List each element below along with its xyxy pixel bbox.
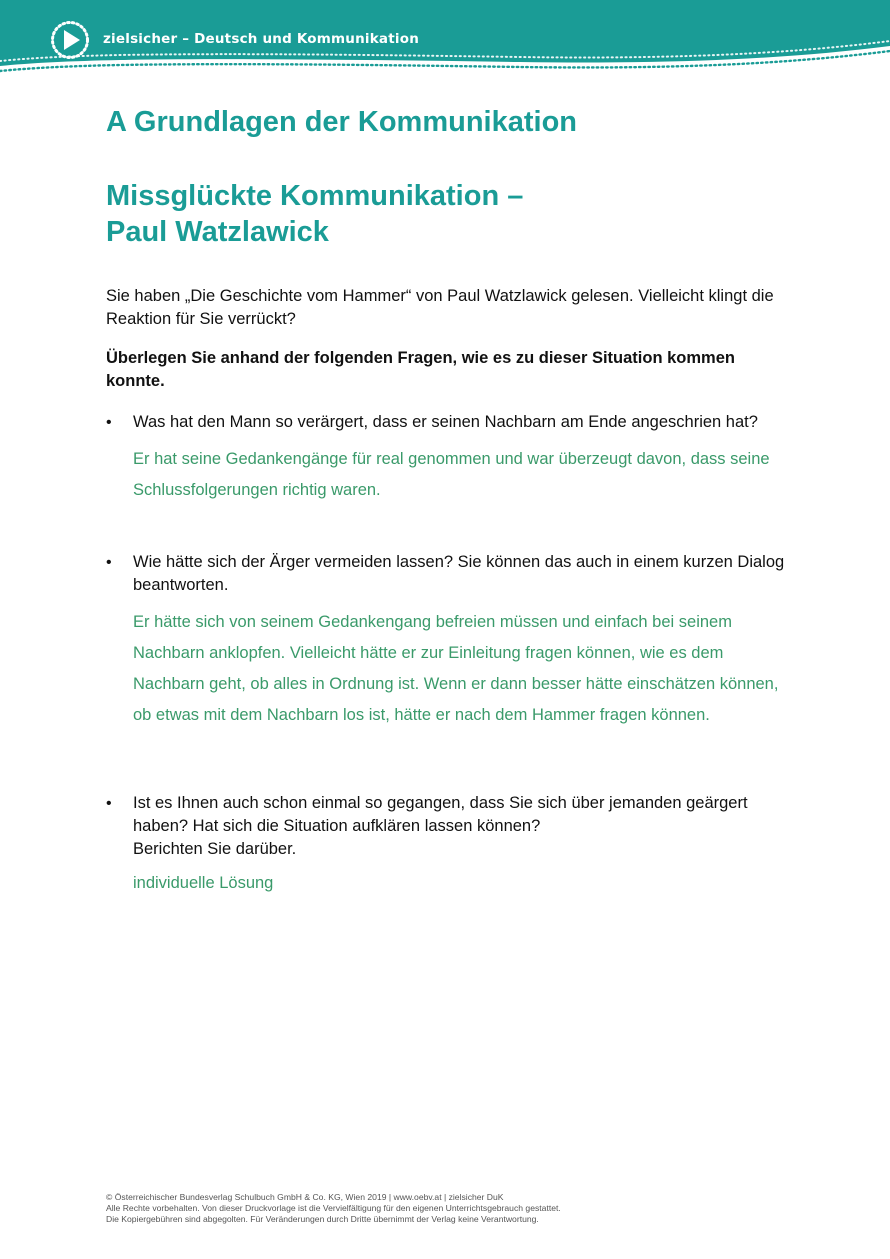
question-text bbox=[133, 792, 793, 861]
answer-text: individuelle Lösung bbox=[133, 874, 274, 892]
answer-text: Er hat seine Gedankengänge für real genommen und war überzeugt davon, dass seine Schlussfolgerungen richtig waren. bbox=[133, 450, 770, 499]
question-item bbox=[106, 551, 796, 731]
copyright-footer bbox=[106, 1192, 806, 1225]
footer-line1: © Österreichischer Bundesverlag Schulbuch GmbH & Co. KG, Wien 2019 | www.oebv.at | zielsicher DuK bbox=[106, 1192, 504, 1202]
play-icon bbox=[50, 20, 90, 60]
question-item bbox=[106, 411, 796, 506]
bullet: • bbox=[106, 554, 112, 571]
question-text: Was hat den Mann so verärgert, dass er seinen Nachbarn am Ende angeschrien hat? bbox=[133, 413, 758, 431]
header-band bbox=[0, 0, 890, 80]
brand-label: zielsicher – Deutsch und Kommunikation bbox=[103, 31, 420, 47]
footer-line2: Alle Rechte vorbehalten. Von dieser Druckvorlage ist die Vervielfältigung für den eigenen Unterrichtsgebrauch gestattet. bbox=[106, 1203, 561, 1213]
question-text-line1: Ist es Ihnen auch schon einmal so gegangen, dass Sie sich über jemanden geärgert haben? Hat sich die Situation aufklären lassen können? bbox=[133, 794, 748, 835]
bullet: • bbox=[106, 795, 112, 812]
page-title bbox=[106, 178, 523, 250]
task-instruction: Überlegen Sie anhand der folgenden Fragen, wie es zu dieser Situation kommen konnte. bbox=[106, 349, 735, 390]
question-item bbox=[106, 792, 796, 899]
page-title-line2: Paul Watzlawick bbox=[106, 216, 329, 248]
page-title-line1: Missglückte Kommunikation – bbox=[106, 180, 524, 212]
question-text: Wie hätte sich der Ärger vermeiden lassen? Sie können das auch in einem kurzen Dialog beantworten. bbox=[133, 553, 785, 594]
question-text-line2: Berichten Sie darüber. bbox=[133, 840, 297, 858]
section-title: A Grundlagen der Kommunikation bbox=[106, 106, 578, 138]
answer-text: Er hätte sich von seinem Gedankengang befreien müssen und einfach bei seinem Nachbarn anklopfen. Vielleicht hätte er zur Einleitung fragen können, wie es dem Nachbarn geht, ob alles in Ordnung ist. Wenn er dann besser hätte einschätzen können, ob etwas mit dem Nachbarn los ist, hätte er nach dem Hammer fragen können. bbox=[133, 613, 779, 724]
footer-line3: Die Kopiergebühren sind abgegolten. Für Veränderungen durch Dritte übernimmt der Verlag keine Verantwortung. bbox=[106, 1214, 539, 1224]
bullet: • bbox=[106, 414, 112, 431]
intro-text: Sie haben „Die Geschichte vom Hammer“ von Paul Watzlawick gelesen. Vielleicht klingt die Reaktion für Sie verrückt? bbox=[106, 287, 774, 328]
